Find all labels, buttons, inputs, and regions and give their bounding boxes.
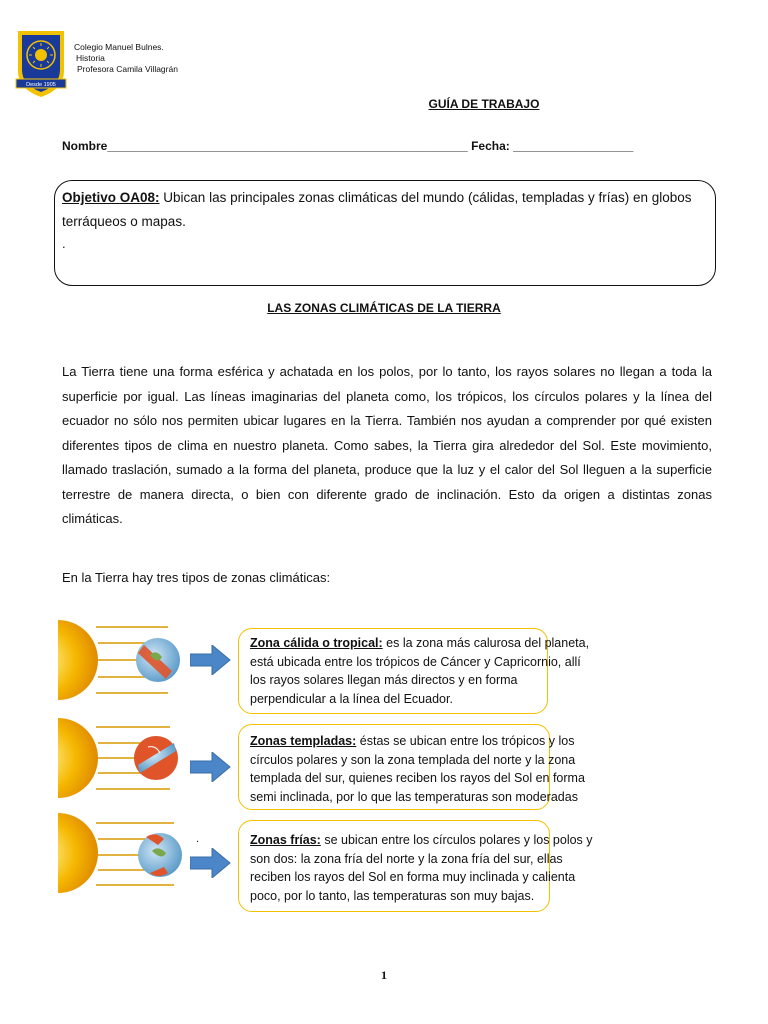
fecha-label: Fecha: <box>471 139 510 153</box>
name-date-row <box>62 139 633 153</box>
subject-name: Historia <box>76 53 105 63</box>
nombre-label: Nombre <box>62 139 108 153</box>
section-title: LAS ZONAS CLIMÁTICAS DE LA TIERRA <box>267 301 501 315</box>
zone-text-calida <box>250 634 610 708</box>
zone-line: es la zona más calurosa del planeta, <box>386 636 590 650</box>
page-title: GUÍA DE TRABAJO <box>428 97 540 111</box>
school-logo <box>14 27 68 99</box>
zone-text-fria <box>250 831 620 905</box>
zone-line: reciben los rayos del Sol en forma muy inclinada y calienta <box>250 870 576 884</box>
intro-paragraph: La Tierra tiene una forma esférica y achatada en los polos, por lo tanto, los rayos solares no llegan a toda la superficie por igual. Las líneas imaginarias del planeta como, los trópicos, los círculos polares y la línea del ecuador no sólo nos permiten ubicar lugares en la Tierra. También nos ayudan a comprender por qué existen diferentes tipos de clima en nuestro planeta. Como sabes, la Tierra gira alrededor del Sol. Este movimiento, llamado traslación, sumado a la forma del planeta, produce que la luz y el calor del Sol lleguen a la superficie terrestre de manera directa, o bien con diferente grado de inclinación. Esto da origen a distintas zonas climáticas. <box>62 364 712 526</box>
nombre-field[interactable]: ______________________________________________________ <box>107 139 468 153</box>
sun-earth-illustration <box>58 615 186 905</box>
zone-line: son dos: la zona fría del norte y la zona fría del sur, ellas <box>250 851 563 866</box>
right-arrow-icon <box>190 752 232 782</box>
objective-text <box>62 186 702 234</box>
zone-line: los rayos solares llegan más directos y en forma <box>250 673 518 687</box>
earth-icon <box>134 736 178 780</box>
earth-icon <box>136 638 180 682</box>
zone-title: Zona cálida o tropical: <box>250 636 383 650</box>
stray-dot: . <box>196 833 200 845</box>
right-arrow-icon <box>190 645 232 675</box>
zone-line: semi inclinada, por lo que las temperaturas son moderadas <box>250 789 578 804</box>
zone-title: Zonas templadas: <box>250 734 357 748</box>
objective-label: Objetivo OA08: <box>62 190 160 205</box>
fecha-field[interactable]: __________________ <box>513 139 634 153</box>
zone-line: está ubicada entre los trópicos de Cáncer y Capricornio, allí <box>250 654 581 669</box>
objective-description: Ubican las principales zonas climáticas del mundo (cálidas, templadas y frías) en globos terráqueos o mapas. <box>62 190 692 229</box>
teacher-name: Profesora Camila Villagrán <box>77 64 178 74</box>
zone-title: Zonas frías: <box>250 833 321 847</box>
school-name: Colegio Manuel Bulnes. <box>74 42 164 52</box>
zone-line: poco, por lo tanto, las temperaturas son muy bajas. <box>250 888 535 903</box>
right-arrow-icon <box>190 848 232 878</box>
zone-line: éstas se ubican entre los trópicos y los <box>359 734 575 748</box>
zone-line: templada del sur, quienes reciben los rayos del Sol en forma <box>250 771 585 785</box>
zones-intro: En la Tierra hay tres tipos de zonas climáticas: <box>62 570 331 585</box>
page-number: 1 <box>381 968 387 982</box>
logo-text: Desde 1905 <box>26 82 56 88</box>
earth-icon <box>138 833 182 877</box>
objective-dot: . <box>62 236 66 251</box>
zone-line: perpendicular a la línea del Ecuador. <box>250 691 453 706</box>
zone-line: círculos polares y son la zona templada del norte y la zona <box>250 752 576 767</box>
zone-line: se ubican entre los círculos polares y los polos y <box>324 833 593 847</box>
zone-text-templada <box>250 732 630 806</box>
